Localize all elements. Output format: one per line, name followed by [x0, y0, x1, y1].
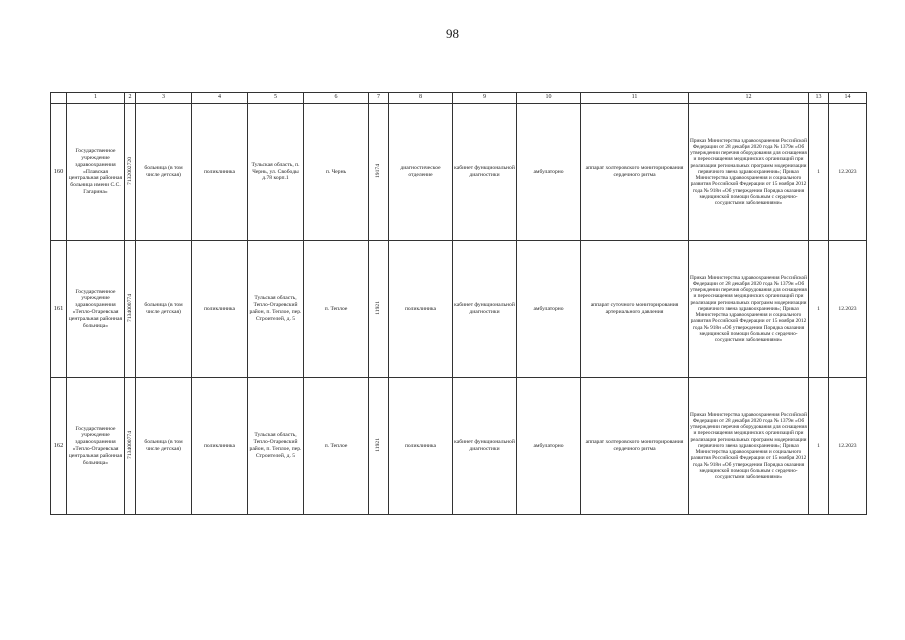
row-number: 161: [51, 241, 67, 378]
legal-basis: Приказ Министерства здравоохранения Российской Федерации от 28 декабря 2020 года № 1379н «Об утверждении перечня оборудования для оснащения и переоснащения медицинских организаций при реализации региональных программ модернизации первичного звена здравоохранения»; Приказ Министерства здравоохранения и социального развития Российской Федерации от 15 ноября 2012 года № 918н «Об утверждении Порядка оказания медицинской помощи больным с сердечно-сосудистыми заболеваниями»: [689, 378, 809, 515]
page-number: 98: [446, 26, 459, 41]
subdivision: поликлиника: [192, 378, 248, 515]
header-cell-blank: [51, 93, 67, 104]
delivery-date: 12.2023: [829, 378, 867, 515]
organization-code: 7132002720: [126, 156, 133, 185]
locality-code: 19174: [375, 163, 382, 178]
facility-type: больница (в том числе детская): [136, 241, 192, 378]
locality: п. Теплое: [304, 378, 369, 515]
locality-code: 11921: [375, 300, 382, 315]
organization-name: Государственное учреждение здравоохранения «Плавская центральная районная больница имени С.С. Гагарина»: [67, 104, 125, 241]
header-cell: 7: [369, 93, 389, 104]
department: поликлиника: [389, 378, 453, 515]
care-conditions: амбулаторно: [517, 104, 581, 241]
header-cell: 14: [829, 93, 867, 104]
organization-code-cell: [125, 241, 136, 378]
quantity: 1: [809, 241, 829, 378]
care-conditions: амбулаторно: [517, 241, 581, 378]
header-cell: 3: [136, 93, 192, 104]
header-cell: 11: [581, 93, 689, 104]
header-cell: 9: [453, 93, 517, 104]
facility-type: больница (в том числе детская): [136, 104, 192, 241]
organization-code-cell: [125, 378, 136, 515]
department: поликлиника: [389, 241, 453, 378]
room: кабинет функциональной диагностики: [453, 104, 517, 241]
legal-basis: Приказ Министерства здравоохранения Российской Федерации от 28 декабря 2020 года № 1379н «Об утверждении перечня оборудования для оснащения и переоснащения медицинских организаций при реализации региональных программ модернизации первичного звена здравоохранения»; Приказ Министерства здравоохранения и социального развития Российской Федерации от 15 ноября 2012 года № 918н «Об утверждении Порядка оказания медицинской помощи больным с сердечно-сосудистыми заболеваниями»: [689, 241, 809, 378]
header-cell: 12: [689, 93, 809, 104]
equipment-table: [50, 92, 867, 515]
table-row: [51, 104, 867, 241]
delivery-date: 12.2023: [829, 241, 867, 378]
legal-basis: Приказ Министерства здравоохранения Российской Федерации от 28 декабря 2020 года № 1379н «Об утверждении перечня оборудования для оснащения и переоснащения медицинских организаций при реализации региональных программ модернизации первичного звена здравоохранения»; Приказ Министерства здравоохранения и социального развития Российской Федерации от 15 ноября 2012 года № 918н «Об утверждении Порядка оказания медицинской помощи больным с сердечно-сосудистыми заболеваниями»: [689, 104, 809, 241]
organization-name: Государственное учреждение здравоохранения «Тепло-Огаревская центральная районная больница»: [67, 241, 125, 378]
address: Тульская область, п. Чернь, ул. Свободы д.78 корп.1: [248, 104, 304, 241]
locality-code-cell: [369, 241, 389, 378]
delivery-date: 12.2023: [829, 104, 867, 241]
locality-code-cell: [369, 378, 389, 515]
department: диагностическое отделение: [389, 104, 453, 241]
facility-type: больница (в том числе детская): [136, 378, 192, 515]
address: Тульская область, Тепло-Огаревский район, п. Теплое, пер. Строителей, д. 5: [248, 241, 304, 378]
header-cell: 8: [389, 93, 453, 104]
header-cell: 6: [304, 93, 369, 104]
row-number: 160: [51, 104, 67, 241]
row-number: 162: [51, 378, 67, 515]
room: кабинет функциональной диагностики: [453, 241, 517, 378]
table-row: [51, 241, 867, 378]
equipment-name: аппарат холтеровского мониторирования сердечного ритма: [581, 104, 689, 241]
header-cell: 10: [517, 93, 581, 104]
header-cell: 5: [248, 93, 304, 104]
care-conditions: амбулаторно: [517, 378, 581, 515]
header-cell: 1: [67, 93, 125, 104]
subdivision: поликлиника: [192, 241, 248, 378]
equipment-name: аппарат суточного мониторирования артериального давления: [581, 241, 689, 378]
table-row: [51, 378, 867, 515]
header-row: [51, 93, 867, 104]
header-cell: 2: [125, 93, 136, 104]
quantity: 1: [809, 104, 829, 241]
locality-code-cell: [369, 104, 389, 241]
locality-code: 11921: [375, 437, 382, 452]
organization-name: Государственное учреждение здравоохранения «Тепло-Огаревская центральная районная больница»: [67, 378, 125, 515]
address: Тульская область, Тепло-Огаревский район, п. Теплое, пер. Строителей, д. 5: [248, 378, 304, 515]
subdivision: поликлиника: [192, 104, 248, 241]
organization-code: 7134000774: [126, 293, 133, 322]
organization-code: 7134000774: [126, 430, 133, 459]
locality: п. Теплое: [304, 241, 369, 378]
quantity: 1: [809, 378, 829, 515]
room: кабинет функциональной диагностики: [453, 378, 517, 515]
equipment-name: аппарат холтеровского мониторирования сердечного ритма: [581, 378, 689, 515]
header-cell: 4: [192, 93, 248, 104]
locality: п. Чернь: [304, 104, 369, 241]
organization-code-cell: [125, 104, 136, 241]
header-cell: 13: [809, 93, 829, 104]
